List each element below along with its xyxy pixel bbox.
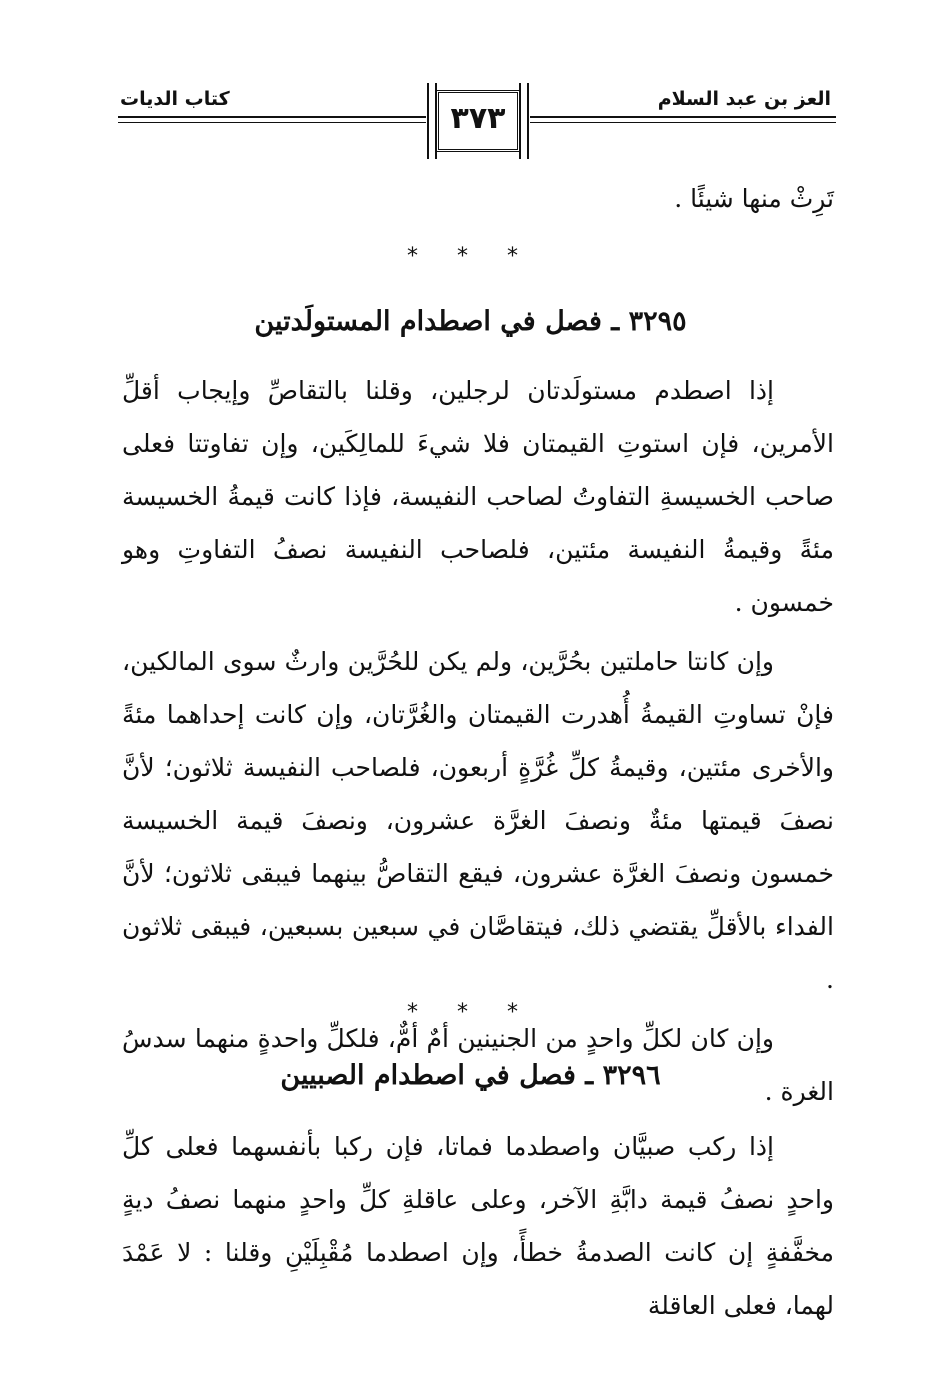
section-heading-3295: ٣٢٩٥ ـ فصل في اصطدام المستولَدتين — [254, 306, 687, 337]
section-3296-body — [122, 1120, 834, 1332]
section-separator-1: * * * — [407, 244, 534, 269]
header-rule-left-bottom — [118, 122, 426, 123]
header-rule-right-bottom — [530, 122, 836, 123]
section-3296-paragraph-1: إذا ركب صبيَّان واصطدما فماتا، فإن ركبا بأنفسهما فعلى كلِّ واحدٍ نصفُ قيمة دابَّةِ الآخر، وعلى عاقلةِ كلِّ واحدٍ منهما نصفُ ديةٍ مخفَّفةٍ إن كانت الصدمةُ خطأً، وإن اصطدما مُقْبِلَيْنِ وقلنا : لا عَمْدَ لهما، فعلى العاقلة — [122, 1132, 834, 1320]
page-number: ٣٧٣ — [450, 101, 506, 136]
section-separator-2: * * * — [407, 1000, 534, 1025]
section-3295-paragraph-2: وإن كانتا حاملتين بحُرَّين، ولم يكن للحُرَّين وارثٌ سوى المالكين، فإنْ تساوتِ القيمةُ أُهدرت القيمتان والغُرَّتان، وإن كانت إحداهما مئةً والأخرى مئتين، وقيمةُ كلِّ غُرَّةٍ أربعون، فلصاحب النفيسة ثلاثون؛ لأنَّ نصفَ قيمتها مئةٌ ونصفَ الغرَّة عشرون، ونصفَ قيمة الخسيسة خمسون ونصفَ الغرَّة عشرون، فيقع التقاصُّ بينهما فيبقى ثلاثون؛ لأنَّ الفداء بالأقلِّ يقتضي ذلك، فيتقاصَّان في سبعين بسبعين، فيبقى ثلاثون . — [122, 647, 834, 994]
section-heading-3296: ٣٢٩٦ ـ فصل في اصطدام الصبيين — [280, 1060, 661, 1091]
continuation-text-block — [122, 172, 834, 225]
header-rule-left-top — [118, 116, 426, 118]
section-3295-paragraph-1: إذا اصطدم مستولَدتان لرجلين، وقلنا بالتقاصِّ وإيجاب أقلِّ الأمرين، فإن استوتِ القيمتان فلا شيءَ للمالِكَين، وإن تفاوتتا فعلى صاحب الخسيسةِ التفاوتُ لصاحب النفيسة، فإذا كانت قيمةُ الخسيسة مئةً وقيمةُ النفيسة مئتين، فلصاحب النفيسة نصفُ التفاوتِ وهو خمسون . — [122, 376, 834, 617]
header-rule-right-top — [530, 116, 836, 118]
continuation-line: تَرِثْ منها شيئًا . — [674, 184, 834, 213]
header-author: العز بن عبد السلام — [657, 88, 831, 110]
section-3295-paragraph-3: وإن كان لكلِّ واحدٍ من الجنينين أمٌ أمٌّ، فلكلِّ واحدةٍ منهما سدسُ الغرة . — [122, 1024, 834, 1106]
header-book-section: كتاب الديات — [120, 88, 230, 110]
page-number-frame — [436, 90, 520, 152]
